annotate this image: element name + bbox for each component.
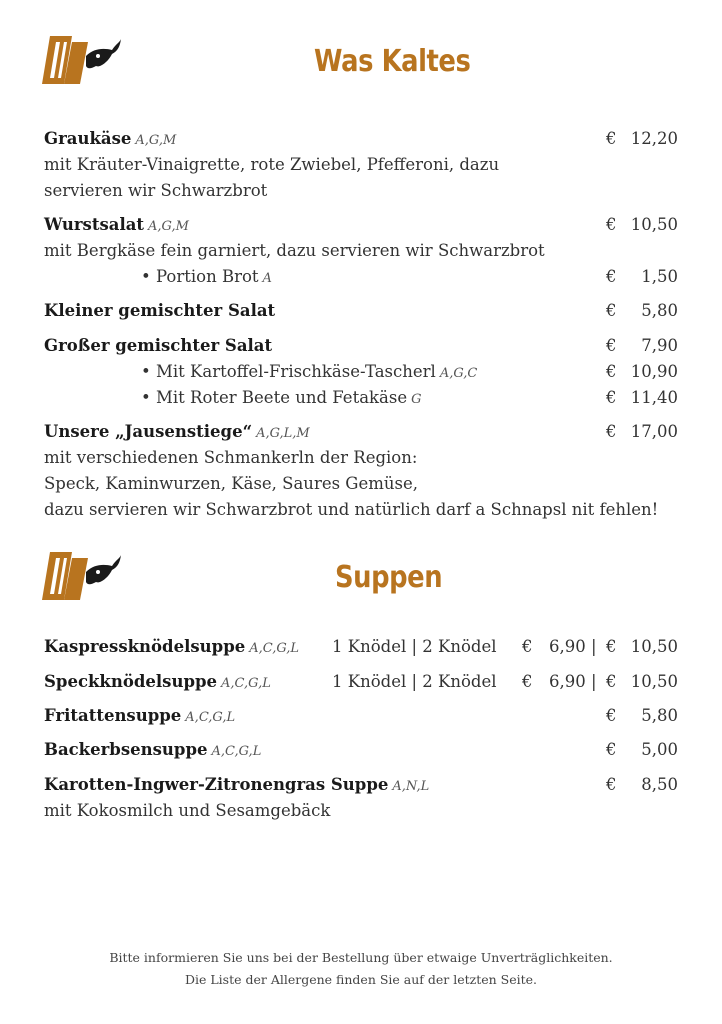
allergens: A,G,L,M: [256, 426, 310, 441]
currency-symbol: €: [606, 362, 617, 381]
currency-symbol: €: [606, 388, 617, 407]
currency-symbol: €: [606, 740, 617, 759]
item-price: 11,40: [630, 388, 678, 407]
menu-item-karotten-suppe: [44, 775, 429, 797]
item-price: 10,90: [630, 362, 678, 381]
menu-subitem-brot: [141, 267, 272, 289]
item-price: 5,00: [641, 740, 678, 759]
allergens: A: [262, 271, 272, 286]
menu-item-wurstsalat: [44, 215, 189, 237]
allergens: A,G,M: [135, 133, 177, 148]
item-price-small: 6,90 |: [549, 637, 597, 656]
allergens: A,N,L: [392, 779, 430, 794]
allergens: A,C,G,L: [211, 744, 262, 759]
menu-item-fritattensuppe: [44, 706, 235, 728]
item-name: • Mit Roter Beete und Fetakäse: [141, 388, 408, 407]
allergens: G: [411, 392, 422, 407]
currency-symbol: €: [606, 301, 617, 320]
item-description: mit verschiedenen Schmankerln der Region:: [44, 448, 418, 467]
currency-symbol: €: [606, 336, 617, 355]
item-description: mit Kokosmilch und Sesamgebäck: [44, 801, 331, 820]
item-price: 1,50: [641, 267, 678, 286]
allergens: A,C,G,L: [185, 710, 236, 725]
item-price: 10,50: [630, 215, 678, 234]
allergens: A,G,M: [148, 219, 189, 234]
item-name: Backerbsensuppe: [44, 740, 208, 759]
restaurant-logo: [42, 550, 122, 602]
item-price: 12,20: [630, 129, 678, 148]
item-description: Speck, Kaminwurzen, Käse, Saures Gemüse,: [44, 474, 418, 493]
portion-options: 1 Knödel | 2 Knödel: [332, 672, 497, 691]
item-name: Karotten-Ingwer-Zitronengras Suppe: [44, 775, 389, 794]
item-name: Kleiner gemischter Salat: [44, 301, 276, 320]
allergens: A,G,C: [439, 366, 478, 381]
item-price: 17,00: [630, 422, 678, 441]
menu-item-grosser-salat: [44, 336, 272, 356]
item-price: 7,90: [641, 336, 678, 355]
item-name: Kaspressknödelsuppe: [44, 637, 246, 656]
currency-symbol: €: [606, 215, 617, 234]
currency-symbol: €: [606, 422, 617, 441]
item-price-large: 10,50: [630, 637, 678, 656]
item-name: Unsere „Jausenstiege“: [44, 422, 253, 441]
allergen-list-notice: Die Liste der Allergene finden Sie auf der letzten Seite.: [184, 972, 538, 987]
menu-subitem-rote-beete: [141, 388, 422, 410]
menu-item-backerbsensuppe: [44, 740, 261, 762]
portion-options: 1 Knödel | 2 Knödel: [332, 637, 497, 656]
currency-symbol: €: [522, 637, 533, 656]
currency-symbol: €: [606, 129, 617, 148]
section-title-was-kaltes: Was Kaltes: [314, 44, 471, 79]
allergy-notice: Bitte informieren Sie uns bei der Bestellung über etwaige Unverträglichkeiten.: [109, 950, 613, 965]
item-description: dazu servieren wir Schwarzbrot und natürlich darf a Schnapsl nit fehlen!: [44, 500, 659, 519]
currency-symbol: €: [606, 672, 617, 691]
menu-item-speckknoedelsuppe: [44, 672, 271, 694]
item-price: 8,50: [641, 775, 678, 794]
section-title-suppen: Suppen: [335, 560, 443, 595]
item-name: Fritattensuppe: [44, 706, 182, 725]
item-name: Großer gemischter Salat: [44, 336, 273, 355]
item-name: Wurstsalat: [44, 215, 145, 234]
item-description: mit Bergkäse fein garniert, dazu servieren wir Schwarzbrot: [44, 241, 545, 260]
item-description: servieren wir Schwarzbrot: [44, 181, 268, 200]
item-price: 5,80: [641, 706, 678, 725]
allergens: A,C,G,L: [221, 676, 271, 691]
currency-symbol: €: [606, 775, 617, 794]
item-name: Speckknödelsuppe: [44, 672, 218, 691]
allergens: A,C,G,L: [249, 641, 300, 656]
item-name: • Mit Kartoffel-Frischkäse-Tascherl: [141, 362, 436, 381]
item-price: 5,80: [641, 301, 678, 320]
item-price-large: 10,50: [630, 672, 678, 691]
menu-item-jausenstiege: [44, 422, 310, 444]
currency-symbol: €: [606, 637, 617, 656]
item-price-small: 6,90 |: [549, 672, 597, 691]
menu-item-graukaese: [44, 129, 176, 151]
item-name: Graukäse: [44, 129, 132, 148]
currency-symbol: €: [606, 706, 617, 725]
currency-symbol: €: [522, 672, 533, 691]
menu-item-kleiner-salat: [44, 301, 275, 321]
menu-subitem-kartoffel: [141, 362, 477, 384]
menu-item-kaspressknoedelsuppe: [44, 637, 299, 659]
restaurant-logo: [42, 34, 122, 86]
item-description: mit Kräuter-Vinaigrette, rote Zwiebel, Pfefferoni, dazu: [44, 155, 500, 174]
item-name: • Portion Brot: [141, 267, 259, 286]
currency-symbol: €: [606, 267, 617, 286]
